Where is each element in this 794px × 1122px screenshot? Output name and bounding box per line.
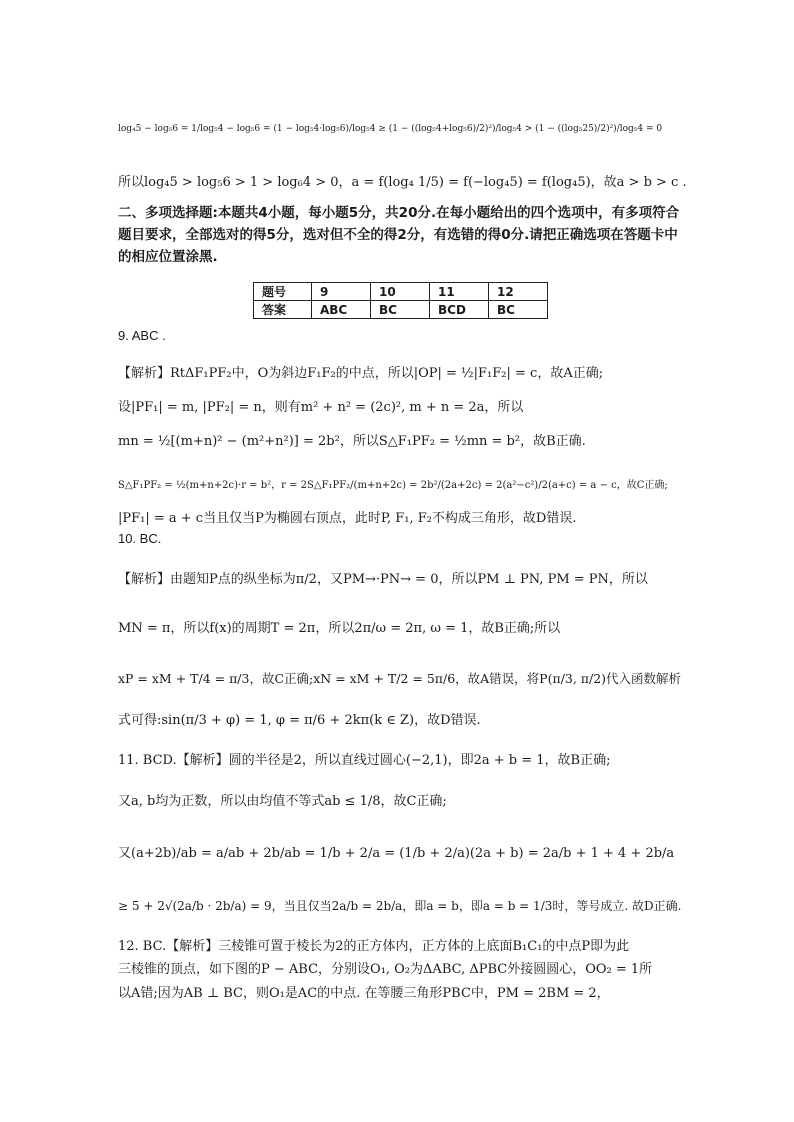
q9-line-2: 设|PF₁| = m, |PF₂| = n，则有m² + n² = (2c)², m + n = 2a，所以 [118,400,524,415]
table-cell: BC [489,301,548,319]
answer-table [253,282,548,319]
table-cell: 9 [312,283,371,301]
table-cell: 10 [371,283,430,301]
section-heading: 二、多项选择题:本题共4小题，每小题5分，共20分.在每小题给出的四个选项中，有多项符合题目要求，全部选对的得5分，选对但不全的得2分，有选错的得0分.请把正确选项在答题卡中的相应位置涂黑. [118,205,680,265]
q11-line-2: 又a, b均为正数，所以由均值不等式ab ≤ 1/8，故C正确; [118,794,447,809]
table-cell: 11 [430,283,489,301]
q10-line-2: MN = π，所以f(x)的周期T = 2π，所以2π/ω = 2π, ω = 1，故B正确;所以 [118,621,561,636]
formula-line-2: 所以log₄5 > log₅6 > 1 > log₆4 > 0，a = f(log₄ 1/5) = f(−log₄5) = f(log₄5)，故a > b > c . [118,175,687,190]
table-cell: ABC [312,301,371,319]
answer-table-header-row [254,283,548,301]
q12-line-2: 三棱锥的顶点，如下图的P − ABC，分别设O₁, O₂为ΔABC, ΔPBC外接圆圆心，OO₂ = 1所 [118,962,653,977]
q11-line-3: 又(a+2b)/ab = a/ab + 2b/ab = 1/b + 2/a = (1/b + 2/a)(2a + b) = 2a/b + 1 + 4 + 2b/a [118,846,675,861]
answer-table-answer-row [254,301,548,319]
q11-line-1: 11. BCD.【解析】圆的半径是2，所以直线过圆心(−2,1)，即2a + b = 1，故B正确; [118,753,611,768]
q10-line-4: 式可得:sin(π/3 + φ) = 1, φ = π/6 + 2kπ(k ∈ Z)，故D错误. [118,713,481,728]
table-cell: 答案 [254,301,312,319]
q9-line-1: 【解析】RtΔF₁PF₂中，O为斜边F₁F₂的中点，所以|OP| = ½|F₁F₂| = c，故A正确; [118,366,604,381]
q10-line-1: 【解析】由题知P点的纵坐标为π/2，又PM→·PN→ = 0，所以PM ⊥ PN, PM = PN，所以 [118,572,648,587]
table-cell: 题号 [254,283,312,301]
q9-line-5: |PF₁| = a + c当且仅当P为椭圆右顶点，此时P, F₁, F₂不构成三角形，故D错误. [118,511,577,526]
table-cell: BC [371,301,430,319]
table-cell: 12 [489,283,548,301]
q11-line-4: ≥ 5 + 2√(2a/b · 2b/a) = 9，当且仅当2a/b = 2b/a，即a = b，即a = b = 1/3时，等号成立. 故D正确. [118,899,682,913]
formula-line-1: log₄5 − log₅6 = 1/log₅4 − log₅6 = (1 − log₅4·log₅6)/log₅4 ≥ (1 − ((log₅4+log₅6)/2)²)/log₅4 > (1 − ((log₅25)/2)²)/log₅4 = 0 [118,124,663,134]
q10-line-3: xP = xM + T/4 = π/3，故C正确;xN = xM + T/2 = 5π/6，故A错误，将P(π/3, π/2)代入函数解析 [118,671,682,686]
q9-line-4: S△F₁PF₂ = ½(m+n+2c)·r = b²，r = 2S△F₁PF₂/(m+n+2c) = 2b²/(2a+2c) = 2(a²−c²)/2(a+c) = a − c，故C正确; [118,480,668,491]
q9-answer: 9. ABC . [118,328,166,343]
q12-line-3: 以A错;因为AB ⊥ BC，则O₁是AC的中点. 在等腰三角形PBC中，PM = 2BM = 2， [118,986,610,1001]
q12-line-1: 12. BC.【解析】三棱锥可置于棱长为2的正方体内，正方体的上底面B₁C₁的中点P即为此 [118,939,630,954]
table-cell: BCD [430,301,489,319]
q9-line-3: mn = ½[(m+n)² − (m²+n²)] = 2b²，所以S△F₁PF₂ = ½mn = b²，故B正确. [118,434,586,449]
q10-answer: 10. BC. [118,531,162,546]
